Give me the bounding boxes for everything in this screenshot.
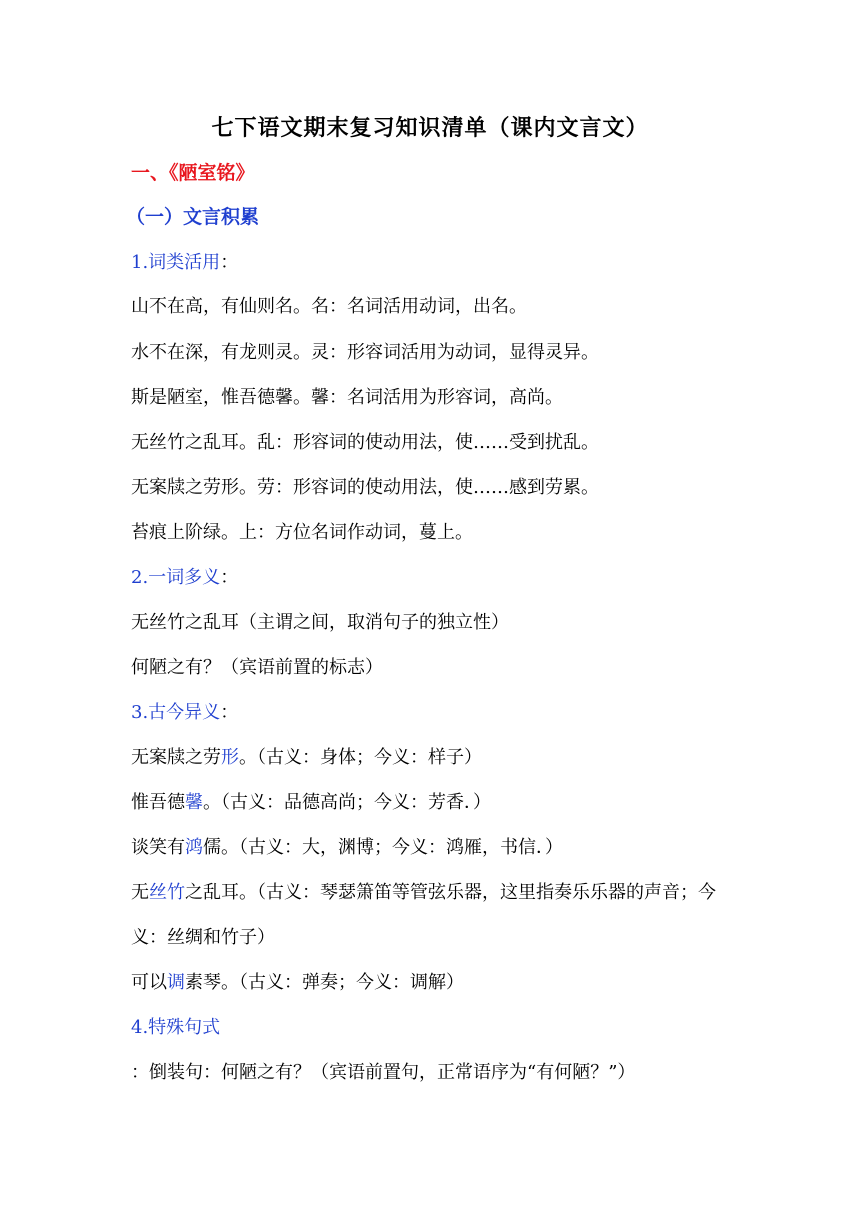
subsection-heading-wenyan-jilei: （一）文言积累 <box>126 206 260 228</box>
list-item <box>131 870 741 960</box>
item-text: 儒。（古义：大，渊博；今义：鸿雁，书信．） <box>203 837 563 858</box>
item-text: 。（古义：品德高尚；今义：芳香．） <box>203 792 491 813</box>
item-text: 惟吾德 <box>131 792 185 813</box>
item-text: 之乱耳。（古义：琴瑟箫笛等管弦乐器，这里指奏乐乐器的声音；今义：丝绸和竹子） <box>131 882 716 948</box>
part-colon: ： <box>220 252 239 273</box>
key-word: 馨 <box>185 792 203 813</box>
key-word: 形 <box>221 747 239 768</box>
item-text: 素琴。（古义：弹奏；今义：调解） <box>185 972 464 993</box>
list-item <box>131 743 741 773</box>
part-heading-gu-jin-yi-yi <box>131 698 741 728</box>
list-item <box>131 833 741 863</box>
part-label: 4.特殊句式 <box>131 1017 221 1038</box>
list-item: 水不在深，有龙则灵。灵：形容词活用为动词，显得灵异。 <box>131 342 599 363</box>
key-word: 鸿 <box>185 837 203 858</box>
list-item: 何陋之有？（宾语前置的标志） <box>131 657 383 678</box>
document-title: 七下语文期末复习知识清单（课内文言文） <box>211 115 649 141</box>
list-item: 斯是陋室，惟吾德馨。馨：名词活用为形容词，高尚。 <box>131 387 563 408</box>
list-item: 山不在高，有仙则名。名：名词活用动词，出名。 <box>131 296 527 317</box>
part-heading-yi-ci-duo-yi <box>131 563 741 593</box>
item-text: ：倒装句：何陋之有？（宾语前置句，正常语序为“有何陋？”） <box>131 1062 636 1083</box>
item-text: 可以 <box>131 972 167 993</box>
part-label: 2.一词多义 <box>131 567 221 588</box>
part-heading-te-shu-ju-shi <box>131 1005 741 1095</box>
part-colon: ： <box>220 702 239 723</box>
part-colon: ： <box>220 567 239 588</box>
key-word: 调 <box>167 972 185 993</box>
list-item <box>131 968 741 998</box>
list-item: 无丝竹之乱耳。乱：形容词的使动用法，使……受到扰乱。 <box>131 432 599 453</box>
item-text: 无案牍之劳 <box>131 747 221 768</box>
list-item: 无案牍之劳形。劳：形容词的使动用法，使……感到劳累。 <box>131 477 599 498</box>
item-text: 谈笑有 <box>131 837 185 858</box>
part-heading-ci-lei-huo-yong <box>131 248 741 278</box>
list-item <box>131 788 741 818</box>
key-word: 丝竹 <box>149 882 185 903</box>
part-label: 1.词类活用 <box>131 252 221 273</box>
section-heading-lou-shi-ming: 一、《陋室铭》 <box>131 162 255 184</box>
item-text: 。（古义：身体；今义：样子） <box>239 747 482 768</box>
list-item: 无丝竹之乱耳（主谓之间，取消句子的独立性） <box>131 612 509 633</box>
part-label: 3.古今异义 <box>131 702 221 723</box>
list-item: 苔痕上阶绿。上：方位名词作动词，蔓上。 <box>131 522 473 543</box>
item-text: 无 <box>131 882 149 903</box>
